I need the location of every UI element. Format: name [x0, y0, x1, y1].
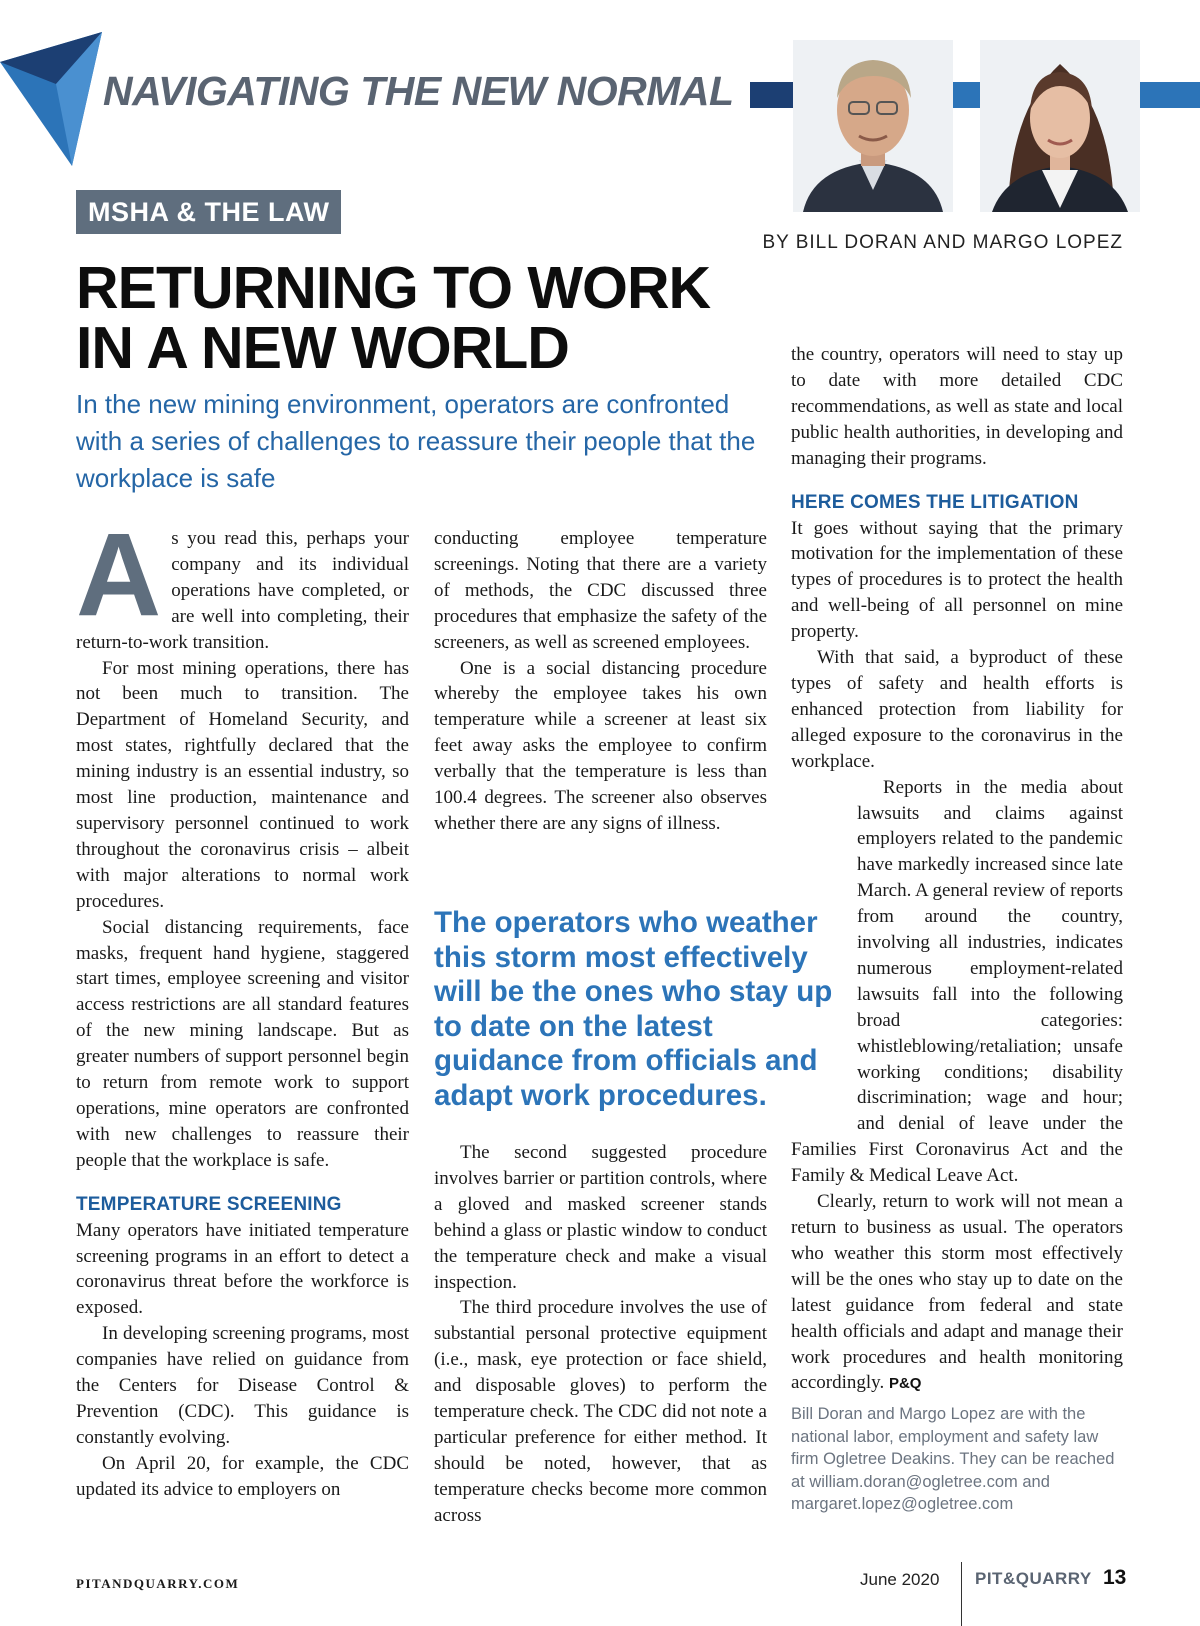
paragraph-5: In developing screening programs, most companies have relied on guidance from the Centers for Disease Control & Prevention (CDC). This guidance is constantly evolving.	[76, 1323, 409, 1448]
author-photo-bill-doran	[793, 40, 953, 212]
page-number: 13	[1103, 1566, 1127, 1589]
footer-brand: PIT&QUARRY	[975, 1569, 1092, 1588]
headline	[76, 255, 766, 381]
headline-line-2: IN A NEW WORLD	[76, 315, 569, 381]
series-title: NAVIGATING THE NEW NORMAL	[103, 68, 734, 114]
column-2-bottom	[434, 1140, 767, 1529]
paragraph-3: Social distancing requirements, face masks, frequent hand hygiene, staggered start times, employee screening and visitor access restrictions are all standard features of the new mining landscape. But as greater numbers of support personnel begin to return from remote work to support operations, mine operators are confronted with new challenges to reassure their people that the workplace is safe.	[76, 916, 409, 1171]
paragraph-1-text: s you read this, perhaps your company and its individual operations have completed, or are well into completing, their return-to-work transition.	[76, 528, 409, 653]
col3-paragraph-4	[791, 775, 1123, 1190]
paragraph-2: For most mining operations, there has not been much to transition. The Department of Homeland Security, and most states, rightfully declared that the mining industry is an essential industry, so most line production, maintenance and supervisory personnel continued to work throughout the coronavirus crisis – albeit with major alterations to normal work procedures.	[76, 657, 409, 912]
col2-paragraph-4: The third procedure involves the use of substantial personal protective equipment (i.e., mask, eye protection or face shield, and disposable gloves) to perform the temperature check. The CDC did not note a particular preference for either method. It should be noted, however, that as temperature checks become more common across	[434, 1297, 767, 1526]
col3-paragraph-4-text: Reports in the media about lawsuits and claims against employers related to the pandemic have markedly increased since late March. A general review of reports from around the country, involving all industries, indicates numerous employment-related lawsuits fall into the following broad categories: whistleblowing/retaliation; unsafe working conditions; disability discrimination; wage and hour; and denial of leave under the Families First Coronavirus Act and the Family & Medical Leave Act.	[791, 776, 1123, 1187]
pull-quote: The operators who weather this storm most effectively will be the ones who stay up to date on the latest guidance from officials and adapt work procedures.	[434, 906, 833, 1112]
deck: In the new mining environment, operators are confronted with a series of challenges to reassure their people that the workplace is safe	[76, 389, 756, 493]
headline-line-1: RETURNING TO WORK	[76, 255, 711, 321]
section-tag: MSHA & THE LAW	[76, 190, 341, 234]
paragraph-4: Many operators have initiated temperature screening programs in an effort to detect a coronavirus threat before the workforce is exposed.	[76, 1219, 409, 1319]
col2-paragraph-2: One is a social distancing procedure whereby the employee takes his own temperature while a screener at least six feet away asks the employee to confirm verbally that the temperature is less than 100.4 degrees. The screener also observes whether there are any signs of illness.	[434, 657, 767, 834]
author-bio: Bill Doran and Margo Lopez are with the national labor, employment and safety law firm Ogletree Deakins. They can be reached at william.doran@ogletree.com and margaret.lopez@ogletree.com	[791, 1405, 1115, 1514]
column-2-top	[434, 526, 767, 837]
column-3-top	[791, 342, 1123, 1516]
col2-paragraph-3: The second suggested procedure involves barrier or partition controls, where a gloved and masked screener stands behind a glass or plastic window to conduct the temperature check and make a visual inspection.	[434, 1142, 767, 1293]
col3-paragraph-3: With that said, a byproduct of these types of safety and health efforts is enhanced protection from liability for alleged exposure to the coronavirus in the workplace.	[791, 647, 1123, 772]
col2-paragraph-1: conducting employee temperature screenings. Noting that there are a variety of methods, the CDC discussed three procedures that emphasize the safety of the screeners, as well as screened employees.	[434, 528, 767, 653]
paragraph-1	[76, 509, 409, 656]
column-1	[76, 509, 409, 1503]
col3-paragraph-5-text: Clearly, return to work will not mean a return to business as usual. The operators who weather this storm most effectively will be the ones who stay up to date on the latest guidance from federal and state health officials and adapt and manage their work procedures and health monitoring accordingly.	[791, 1191, 1123, 1394]
subhead-litigation: HERE COMES THE LITIGATION	[791, 491, 1079, 513]
footer-divider	[961, 1562, 962, 1626]
paragraph-6: On April 20, for example, the CDC updated its advice to employers on	[76, 1452, 409, 1500]
end-mark: P&Q	[888, 1375, 922, 1393]
footer-date: June 2020	[860, 1570, 940, 1589]
col3-paragraph-1: the country, operators will need to stay up to date with more detailed CDC recommendations, as well as state and local public health authorities, in developing and managing their programs.	[791, 344, 1123, 469]
byline: BY BILL DORAN AND MARGO LOPEZ	[762, 232, 1123, 253]
footer-site: PITANDQUARRY.COM	[76, 1576, 240, 1591]
col3-paragraph-2: It goes without saying that the primary motivation for the implementation of these types of procedures is to protect the health and well-being of all personnel on mine property.	[791, 517, 1123, 643]
author-photo-margo-lopez	[980, 40, 1140, 212]
arrow-logo-icon	[0, 32, 110, 172]
drop-cap: A	[76, 509, 162, 641]
col3-paragraph-5	[791, 1189, 1123, 1397]
subhead-temperature-screening: TEMPERATURE SCREENING	[76, 1193, 342, 1215]
